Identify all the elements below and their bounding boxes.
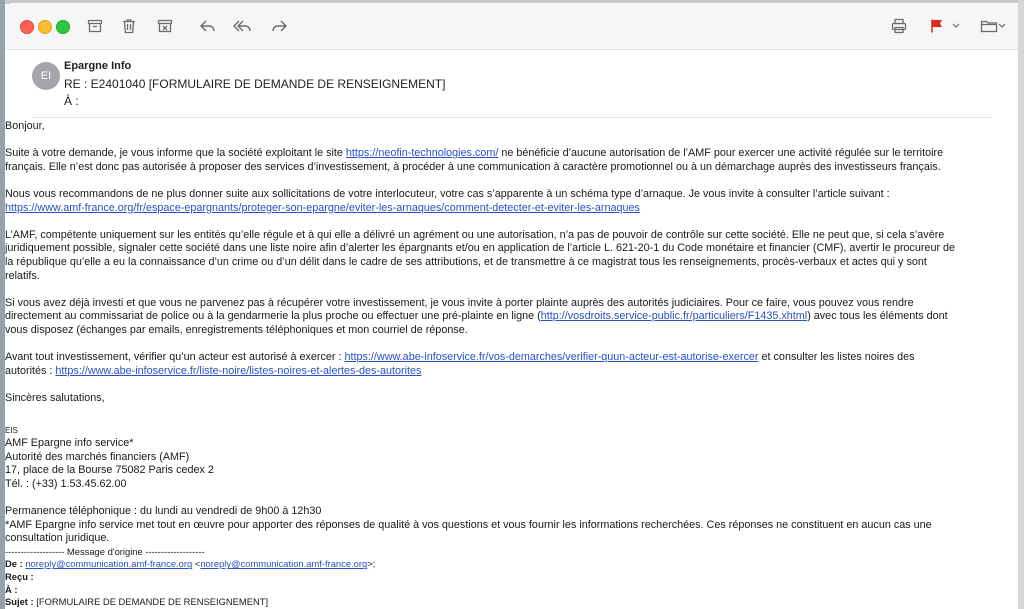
- email-body: [5, 120, 1018, 609]
- minimize-window-button[interactable]: [38, 20, 52, 34]
- from-email-link[interactable]: noreply@communication.amf-france.org: [25, 558, 193, 570]
- original-message-separator: ------------------- Message d'origine -------------------: [5, 545, 205, 557]
- closing: Sincères salutations,: [5, 391, 105, 404]
- mail-window: [5, 3, 1018, 609]
- paragraph-1-line-1: Suite à votre demande, je vous informe que la société exploitant le site https://neofin-technologies.com/ ne bénéficie d’aucune autorisation de l’AMF pour exercer une activité régulée sur le territoire: [5, 147, 944, 160]
- paragraph-2-line-2: [5, 202, 1018, 216]
- original-to: À :: [5, 583, 18, 595]
- paragraph-4-line-3: vous disposez (échanges par emails, enregistrements téléphoniques et mon courriel de réponse.: [5, 323, 468, 336]
- paragraph-3-line-3: la république qu’elle a eu la connaissance d’un crime ou d’un délit dans le cadre de ses attributions, et de transmettre à ce magistrat tous les renseignements, procès-verbaux et actes qui y sont: [5, 255, 927, 268]
- recipient-line: À :: [64, 94, 79, 108]
- vosdroits-link[interactable]: http://vosdroits.service-public.fr/particuliers/F1435.xhtml: [540, 310, 808, 323]
- permanence: Permanence téléphonique : du lundi au vendredi de 9h00 à 12h30: [5, 505, 322, 518]
- amf-arnaques-link[interactable]: https://www.amf-france.org/fr/espace-epargnants/proteger-son-epargne/eviter-les-arnaques/comment-detecter-et-eviter-les-arnaques: [5, 201, 640, 214]
- paragraph-3-line-2: juridiquement possible, signaler cette société dans une liste noire afin d’alerter les épargnants et/ou en application de l’article L. 621-20-1 du Code monétaire et financier (CMF), avertir le procureur de: [5, 242, 956, 255]
- paragraph-3-line-1: L’AMF, compétente uniquement sur les entités qu’elle régule et à qui elle a délivré un agrément ou une autorisation, n’a pas de pouvoir de contrôle sur cette société. Elle ne peut que, si cela s’avère: [5, 228, 945, 241]
- forward-icon[interactable]: [267, 14, 291, 38]
- signature-line-3: 17, place de la Bourse 75082 Paris cedex 2: [5, 464, 214, 477]
- zoom-window-button[interactable]: [56, 20, 70, 34]
- signature-line-4: Tél. : (+33) 1.53.45.62.00: [5, 477, 127, 490]
- toolbar: [5, 3, 1018, 50]
- chevron-down-icon[interactable]: [995, 14, 1009, 38]
- signature-initials: EIS: [5, 426, 18, 436]
- original-received: Reçu :: [5, 571, 34, 582]
- paragraph-5-line-1: Avant tout investissement, vérifier qu’un acteur est autorisé à exercer : https://www.abe-infoservice.fr/vos-demarches/verifier-quun-acteur-est-autorise-exercer et consulter les listes noires des: [5, 351, 915, 364]
- print-icon[interactable]: [887, 14, 911, 38]
- header-divider: [32, 117, 992, 118]
- close-window-button[interactable]: [20, 20, 34, 34]
- sender-name[interactable]: Epargne Info: [64, 60, 132, 72]
- disclaimer-line-2: consultation juridique.: [5, 532, 110, 545]
- signature-line-1: AMF Epargne info service*: [5, 437, 134, 450]
- archive-icon[interactable]: [83, 14, 107, 38]
- from-email-link-2[interactable]: noreply@communication.amf-france.org: [200, 558, 368, 570]
- paragraph-3-line-4: relatifs.: [5, 269, 40, 282]
- chevron-down-icon[interactable]: [949, 14, 963, 38]
- original-subject: Sujet : [FORMULAIRE DE DEMANDE DE RENSEIGNEMENT]: [5, 596, 269, 608]
- flag-icon[interactable]: [925, 14, 949, 38]
- signature-line-2: Autorité des marchés financiers (AMF): [5, 450, 190, 463]
- original-from: De : noreply@communication.amf-france.org <noreply@communication.amf-france.org>;: [5, 558, 376, 570]
- paragraph-4-line-1: Si vous avez déjà investi et que vous ne parvenez pas à récupérer votre investissement, je vous invite à porter plainte auprès des autorités judiciaires. Pour ce faire, vous pouvez vous rendre: [5, 296, 914, 309]
- paragraph-5-line-2: autorités : https://www.abe-infoservice.fr/liste-noire/listes-noires-et-alertes-des-autorites: [5, 364, 422, 377]
- paragraph-1-line-2: français. Elle n’est donc pas autorisée à proposer des services d’investissement, à procéder à une communication à caractère promotionnel ou à un démarchage auprès des investisseurs français.: [5, 160, 941, 173]
- desktop-edge-right: [1018, 0, 1024, 609]
- junk-icon[interactable]: [153, 14, 177, 38]
- greeting: Bonjour,: [5, 120, 45, 132]
- reply-icon[interactable]: [196, 14, 220, 38]
- email-subject: RE : E2401040 [FORMULAIRE DE DEMANDE DE RENSEIGNEMENT]: [64, 77, 446, 91]
- disclaimer-line-1: *AMF Epargne info service met tout en œuvre pour apporter des réponses de qualité à vos questions et vous fournir les informations recherchées. Ces réponses ne constituent en aucun cas une: [5, 518, 932, 531]
- neofin-link[interactable]: https://neofin-technologies.com/: [345, 147, 499, 160]
- trash-icon[interactable]: [117, 14, 141, 38]
- avatar: EI: [32, 62, 60, 90]
- paragraph-4-line-2: directement au commissariat de police ou à la gendarmerie la plus proche ou effectuer une pré-plainte en ligne (http://vosdroits.service-public.fr/particuliers/F1435.xhtml) avec tous les éléments dont: [5, 310, 948, 323]
- paragraph-2-line-1: Nous vous recommandons de ne plus donner suite aux sollicitations de votre interlocuteur, votre cas s’apparente à un schéma type d’arnaque. Je vous invite à consulter l’article suivant :: [5, 187, 890, 200]
- verifier-acteur-link[interactable]: https://www.abe-infoservice.fr/vos-demarches/verifier-quun-acteur-est-autorise-exercer: [344, 351, 759, 364]
- liste-noire-link[interactable]: https://www.abe-infoservice.fr/liste-noire/listes-noires-et-alertes-des-autorites: [55, 364, 422, 377]
- reply-all-icon[interactable]: [231, 14, 255, 38]
